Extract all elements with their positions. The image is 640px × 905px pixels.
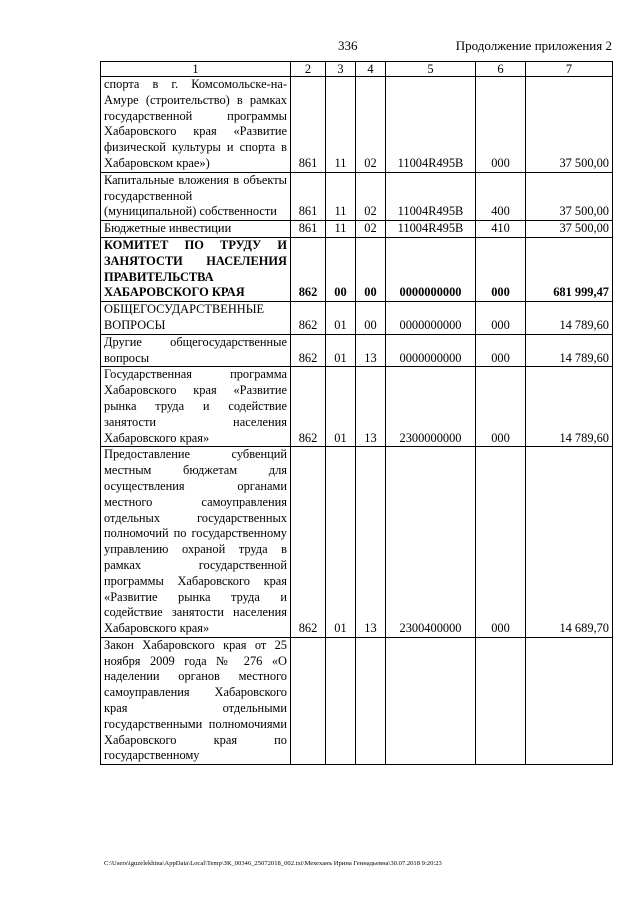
column-header: 3 <box>326 62 356 77</box>
row-name: Государственная программа Хабаровского края «Развитие рынка труда и содействие занятости населения Хабаровского края» <box>101 367 291 447</box>
table-row <box>101 367 613 447</box>
table-row <box>101 237 613 301</box>
row-target-code: 11004R495B <box>386 77 476 173</box>
row-target-code: 0000000000 <box>386 302 476 335</box>
row-ved-code: 861 <box>291 172 326 220</box>
row-ved-code: 862 <box>291 334 326 367</box>
row-amount <box>526 637 613 764</box>
row-section-code: 01 <box>326 302 356 335</box>
column-header: 2 <box>291 62 326 77</box>
row-ved-code <box>291 637 326 764</box>
row-name: Капитальные вложения в объекты государственной (муниципальной) собственности <box>101 172 291 220</box>
row-name: ОБЩЕГОСУДАРСТВЕННЫЕ ВОПРОСЫ <box>101 302 291 335</box>
row-amount: 37 500,00 <box>526 172 613 220</box>
table-row <box>101 221 613 238</box>
page-number: 336 <box>338 38 358 53</box>
column-header: 5 <box>386 62 476 77</box>
row-expense-type: 000 <box>476 334 526 367</box>
row-section-code: 11 <box>326 221 356 238</box>
table-row <box>101 637 613 764</box>
column-header: 6 <box>476 62 526 77</box>
continuation-label: Продолжение приложения 2 <box>455 38 612 53</box>
row-ved-code: 862 <box>291 447 326 638</box>
row-subsection-code: 13 <box>356 367 386 447</box>
row-target-code: 2300000000 <box>386 367 476 447</box>
table-row <box>101 77 613 173</box>
table-row <box>101 302 613 335</box>
row-target-code: 2300400000 <box>386 447 476 638</box>
table-row <box>101 334 613 367</box>
row-name: Предоставление субвенций местным бюджетам для осуществления органами местного самоуправления отдельных государственных полномочий по государственному управлению охраной труда в рамках государственной программы Хабаровского края «Развитие рынка труда и содействие занятости населения Хабаровского края» <box>101 447 291 638</box>
row-subsection-code <box>356 637 386 764</box>
row-ved-code: 862 <box>291 237 326 301</box>
row-name: спорта в г. Комсомольске-на-Амуре (строительство) в рамках государственной программы Хабаровского края «Развитие физической культуры и спорта в Хабаровском крае») <box>101 77 291 173</box>
row-ved-code: 862 <box>291 302 326 335</box>
column-header: 7 <box>526 62 613 77</box>
row-target-code: 0000000000 <box>386 237 476 301</box>
row-section-code: 00 <box>326 237 356 301</box>
row-name: Закон Хабаровского края от 25 ноября 2009 года № 276 «О наделении органов местного самоуправления Хабаровского края отдельными государственными полномочиями Хабаровского края по государственному <box>101 637 291 764</box>
row-subsection-code: 00 <box>356 302 386 335</box>
row-amount: 37 500,00 <box>526 221 613 238</box>
row-section-code: 01 <box>326 447 356 638</box>
table-row <box>101 447 613 638</box>
row-target-code: 11004R495B <box>386 221 476 238</box>
row-expense-type: 400 <box>476 172 526 220</box>
row-name: Бюджетные инвестиции <box>101 221 291 238</box>
budget-table <box>100 61 613 765</box>
column-header: 1 <box>101 62 291 77</box>
row-name: КОМИТЕТ ПО ТРУДУ И ЗАНЯТОСТИ НАСЕЛЕНИЯ ПРАВИТЕЛЬСТВА ХАБАРОВСКОГО КРАЯ <box>101 237 291 301</box>
row-subsection-code: 13 <box>356 447 386 638</box>
row-target-code <box>386 637 476 764</box>
column-header: 4 <box>356 62 386 77</box>
row-amount: 37 500,00 <box>526 77 613 173</box>
row-expense-type: 000 <box>476 302 526 335</box>
row-amount: 14 789,60 <box>526 334 613 367</box>
row-subsection-code: 02 <box>356 221 386 238</box>
row-expense-type: 000 <box>476 237 526 301</box>
row-amount: 14 689,70 <box>526 447 613 638</box>
column-number-row <box>101 62 613 77</box>
row-expense-type: 000 <box>476 447 526 638</box>
row-expense-type <box>476 637 526 764</box>
row-ved-code: 862 <box>291 367 326 447</box>
row-target-code: 0000000000 <box>386 334 476 367</box>
row-ved-code: 861 <box>291 77 326 173</box>
row-section-code: 11 <box>326 172 356 220</box>
row-subsection-code: 13 <box>356 334 386 367</box>
row-amount: 14 789,60 <box>526 302 613 335</box>
file-path-footer: C:\Users\iguzelekhina\AppData\Local\Temp\ЗК_00346_25072018_002.txt\Мехеханъ Ирина Геннадьевна\30.07.2018 9:20:23 <box>104 860 442 867</box>
row-section-code: 11 <box>326 77 356 173</box>
row-name: Другие общегосударственные вопросы <box>101 334 291 367</box>
row-section-code: 01 <box>326 334 356 367</box>
row-expense-type: 000 <box>476 367 526 447</box>
row-expense-type: 410 <box>476 221 526 238</box>
row-section-code <box>326 637 356 764</box>
row-expense-type: 000 <box>476 77 526 173</box>
row-section-code: 01 <box>326 367 356 447</box>
row-subsection-code: 02 <box>356 172 386 220</box>
row-subsection-code: 00 <box>356 237 386 301</box>
page-header <box>100 38 612 56</box>
row-subsection-code: 02 <box>356 77 386 173</box>
table-row <box>101 172 613 220</box>
row-amount: 14 789,60 <box>526 367 613 447</box>
row-amount: 681 999,47 <box>526 237 613 301</box>
row-target-code: 11004R495B <box>386 172 476 220</box>
row-ved-code: 861 <box>291 221 326 238</box>
